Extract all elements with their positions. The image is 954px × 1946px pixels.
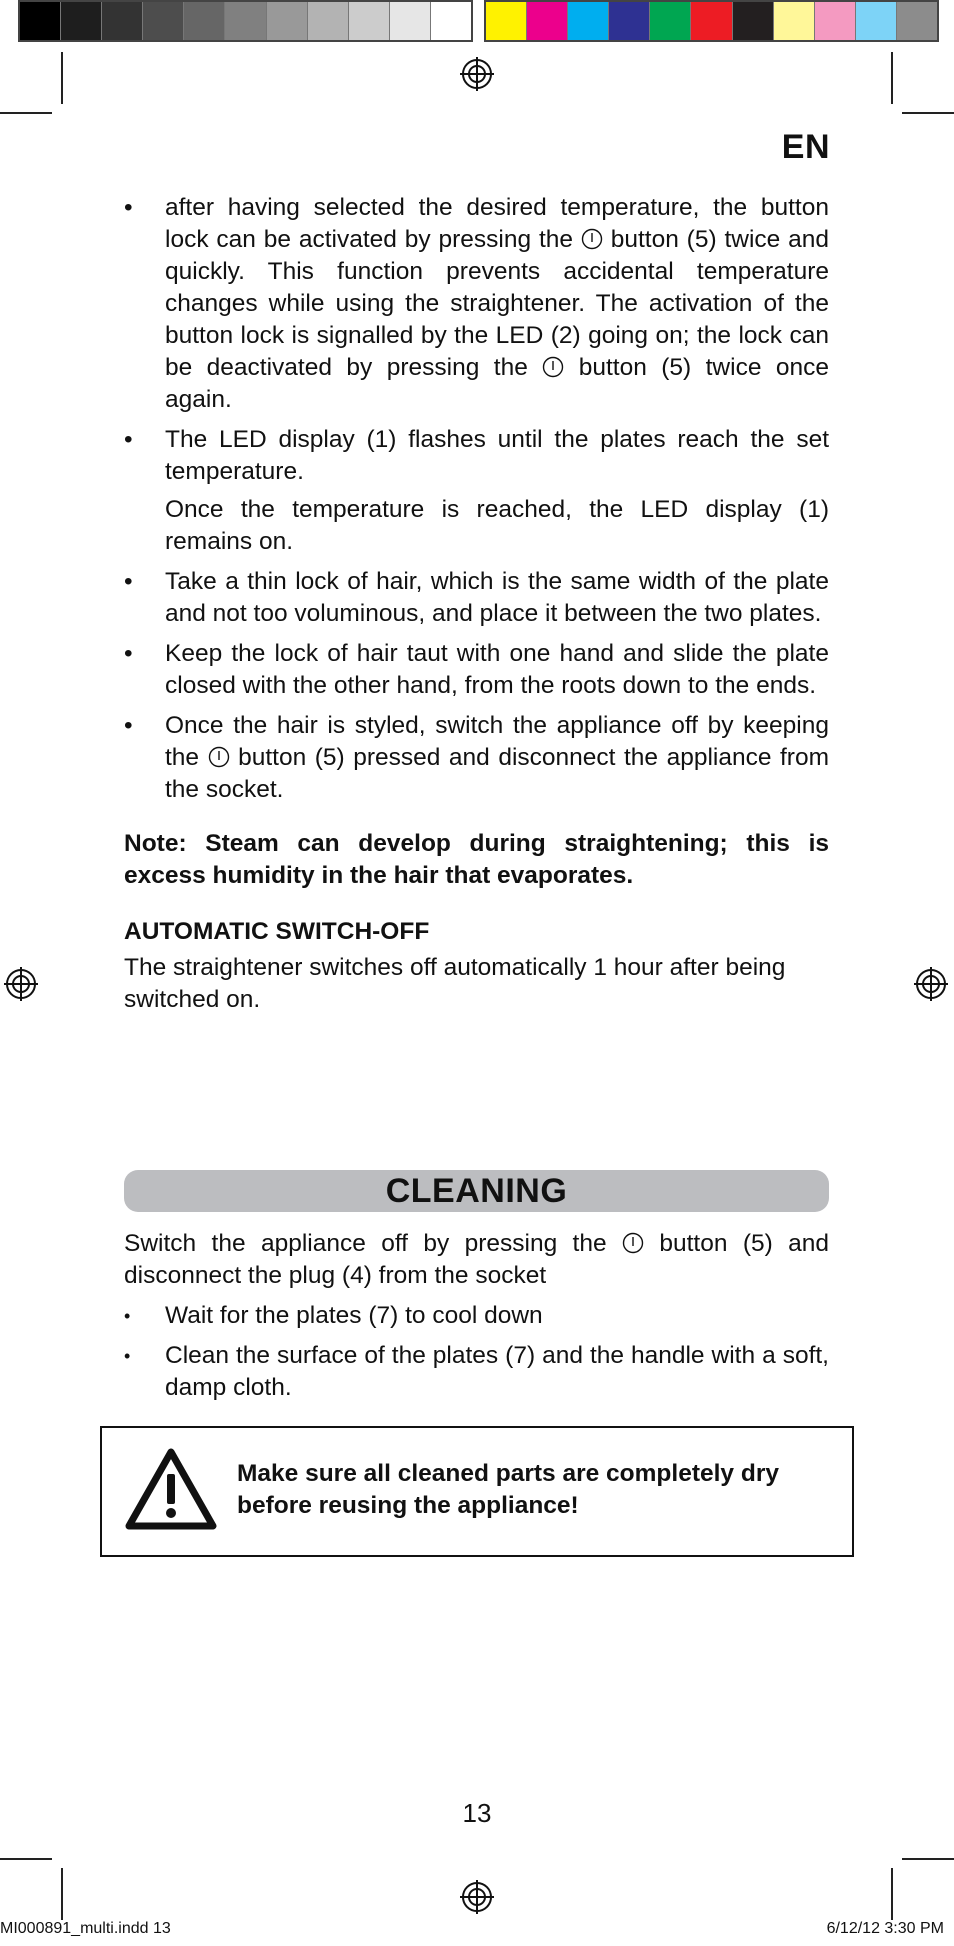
cleaning-intro-text: button (5) and disconnect the plug (4) from the socket (124, 1230, 830, 1289)
list-item (124, 566, 829, 630)
cleaning-section-title: CLEANING (124, 1170, 829, 1212)
crop-mark (61, 52, 63, 104)
gray-swatch (61, 2, 102, 40)
warning-text: Make sure all cleaned parts are completely dry before reusing the appliance! (237, 1460, 779, 1519)
list-item (124, 424, 829, 488)
grayscale-calibration-bar (18, 0, 473, 42)
registration-mark-icon (4, 967, 38, 1001)
cleaning-intro (124, 1228, 829, 1292)
bullet-text: Keep the lock of hair taut with one hand and slide the plate closed with the other hand, from the roots down to the ends. (165, 640, 829, 699)
bullet-text: after having selected the desired temperature, the button lock can be activated by pressing the (165, 194, 829, 253)
auto-switch-off-text: The straightener switches off automatically 1 hour after being switched on. (124, 954, 786, 1013)
color-swatch (897, 2, 937, 40)
color-swatch (691, 2, 732, 40)
bullet-text: The LED display (1) flashes until the plates reach the set temperature. (165, 426, 829, 485)
color-swatch (856, 2, 897, 40)
power-button-icon (542, 356, 564, 378)
crop-mark (0, 1858, 52, 1860)
crop-mark (891, 1868, 893, 1920)
registration-mark-icon (460, 57, 494, 91)
gray-swatch (308, 2, 349, 40)
bullet-marker: • (124, 426, 133, 453)
bullet-text: Once the hair is styled, switch the appliance off by keeping the (165, 712, 829, 771)
led-followup-text: Once the temperature is reached, the LED display (1) remains on. (165, 496, 829, 555)
crop-mark (0, 112, 52, 114)
cleaning-step-text: Clean the surface of the plates (7) and the handle with a soft, damp cloth. (165, 1342, 829, 1401)
power-button-icon (622, 1232, 644, 1254)
color-swatch (486, 2, 527, 40)
color-swatch (774, 2, 815, 40)
language-code: EN (781, 128, 830, 166)
list-item (124, 638, 829, 702)
list-item (124, 1340, 829, 1404)
instruction-list (124, 192, 829, 806)
gray-swatch (431, 2, 471, 40)
list-item (124, 1300, 829, 1332)
cleaning-step-text: Wait for the plates (7) to cool down (165, 1302, 543, 1329)
gray-swatch (390, 2, 431, 40)
color-swatch (733, 2, 774, 40)
gray-swatch (20, 2, 61, 40)
list-item (124, 192, 829, 416)
file-slug: MI000891_multi.indd 13 (0, 1920, 171, 1937)
gray-swatch (102, 2, 143, 40)
bullet-marker: • (124, 712, 133, 739)
color-calibration-bar (484, 0, 939, 42)
list-item (124, 710, 829, 806)
cleaning-list (124, 1300, 829, 1404)
bullet-marker: • (124, 194, 133, 221)
bullet-text: button (5) twice once again. (165, 354, 829, 413)
auto-switch-off-heading: AUTOMATIC SWITCH-OFF (124, 918, 430, 945)
warning-triangle-icon (124, 1446, 218, 1532)
color-swatch (609, 2, 650, 40)
bullet-text: button (5) twice and quickly. This function prevents accidental temperature changes while using the straightener. The activation of the button lock is signalled by the LED (2) going on; the lock can be deactivated by pressing the (165, 226, 830, 381)
instructions-section (124, 192, 829, 1016)
warning-box (100, 1426, 854, 1557)
bullet-marker: • (124, 640, 133, 667)
steam-note: Note: Steam can develop during straightening; this is excess humidity in the hair that evaporates. (124, 830, 829, 889)
color-swatch (527, 2, 568, 40)
bullet-marker: • (124, 1306, 131, 1326)
color-swatch (815, 2, 856, 40)
gray-swatch (349, 2, 390, 40)
cleaning-section (124, 1228, 829, 1412)
bullet-text: Take a thin lock of hair, which is the same width of the plate and not too voluminous, and place it between the two plates. (165, 568, 829, 627)
bullet-marker: • (124, 568, 133, 595)
crop-mark (891, 52, 893, 104)
registration-mark-icon (914, 967, 948, 1001)
cleaning-intro-text: Switch the appliance off by pressing the (124, 1230, 622, 1257)
power-button-icon (581, 228, 603, 250)
crop-mark (902, 1858, 954, 1860)
gray-swatch (184, 2, 225, 40)
crop-mark (902, 112, 954, 114)
gray-swatch (225, 2, 266, 40)
page-number: 13 (462, 1798, 492, 1828)
gray-swatch (143, 2, 184, 40)
bullet-marker: • (124, 1346, 131, 1366)
bullet-text: button (5) pressed and disconnect the appliance from the socket. (165, 744, 829, 803)
color-swatch (650, 2, 691, 40)
crop-mark (61, 1868, 63, 1920)
power-button-icon (208, 746, 230, 768)
gray-swatch (267, 2, 308, 40)
color-swatch (568, 2, 609, 40)
registration-mark-icon (460, 1880, 494, 1914)
print-timestamp: 6/12/12 3:30 PM (826, 1920, 944, 1937)
